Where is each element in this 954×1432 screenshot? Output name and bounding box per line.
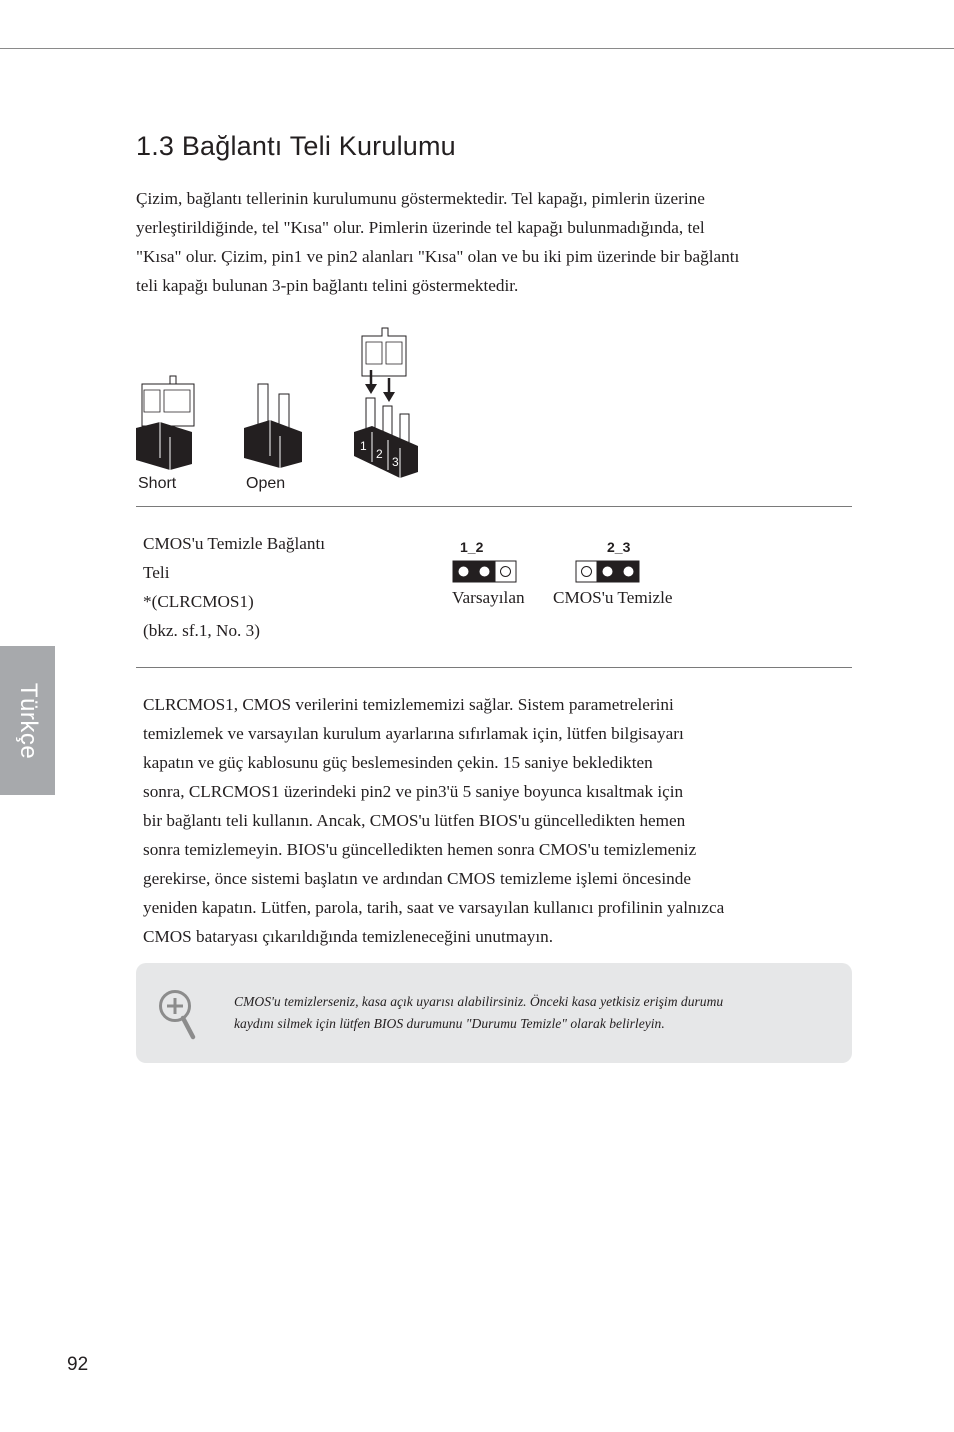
page-number: 92 [67, 1354, 89, 1375]
body-line: kapatın ve güç kablosunu güç beslemesinden çekin. 15 saniye bekledikten [143, 753, 653, 772]
body-line: gerekirse, önce sistemi başlatın ve ardından CMOS temizleme işlemi öncesinde [143, 869, 691, 888]
top-rule [0, 48, 954, 49]
section-title: 1.3 Bağlantı Teli Kurulumu [136, 131, 456, 161]
intro-line: teli kapağı bulunan 3-pin bağlantı telini göstermektedir. [136, 276, 519, 295]
default-pin-header-label: 1_2 [460, 539, 484, 555]
clear-pin-header-label: 2_3 [607, 539, 631, 555]
jumper-name-line: CMOS'u Temizle Bağlantı [143, 534, 326, 553]
intro-line: "Kısa" olur. Çizim, pin1 ve pin2 alanları "Kısa" olan ve bu iki pim üzerinde bir bağlantı [136, 247, 740, 266]
short-label: Short [138, 475, 177, 492]
open-label: Open [246, 475, 286, 492]
magnifier-plus-icon [156, 987, 196, 1041]
body-line: temizlemek ve varsayılan kurulum ayarlarına sıfırlamak için, lütfen bilgisayarı [143, 724, 684, 743]
default-caption: Varsayılan [452, 588, 525, 607]
body-line: bir bağlantı teli kullanın. Ancak, CMOS'u lütfen BIOS'u güncelledikten hemen [143, 811, 686, 830]
note-text [234, 991, 723, 1035]
table-top-rule [136, 506, 852, 507]
body-line: yeniden kapatın. Lütfen, parola, tarih, saat ve varsayılan kullanıcı profilinin yalnızca [143, 898, 725, 917]
clear-cmos-pin-diagram [575, 560, 641, 584]
clear-cmos-caption: CMOS'u Temizle [553, 588, 673, 607]
three-pin-jumper-illustration [354, 328, 418, 478]
body-line: sonra temizlemeyin. BIOS'u güncelledikten hemen sonra CMOS'u temizlemeniz [143, 840, 697, 859]
note-box [136, 963, 852, 1063]
note-line: CMOS'u temizlerseniz, kasa açık uyarısı alabilirsiniz. Önceki kasa yetkisiz erişim durumu [234, 994, 724, 1009]
open-jumper-illustration [244, 384, 302, 468]
intro-paragraph [136, 184, 826, 300]
note-line: kaydını silmek için lütfen BIOS durumunu "Durumu Temizle" olarak belirleyin. [234, 1016, 665, 1031]
default-pin-diagram [452, 560, 518, 584]
intro-line: Çizim, bağlantı tellerinin kurulumunu göstermektedir. Tel kapağı, pimlerin üzerine [136, 189, 705, 208]
pin-number-2: 2 [376, 447, 383, 461]
intro-line: yerleştirildiğinde, tel "Kısa" olur. Pimlerin üzerinde tel kapağı bulunmadığında, tel [136, 218, 705, 237]
side-tab-label: Türkçe [14, 682, 42, 759]
body-line: CMOS bataryası çıkarıldığında temizleneceğini unutmayın. [143, 927, 554, 946]
body-paragraph [143, 690, 833, 951]
jumper-name-line: Teli [143, 563, 170, 582]
language-side-tab [0, 646, 55, 795]
pin-number-3: 3 [392, 455, 399, 469]
jumper-name [143, 529, 325, 645]
table-bottom-rule [136, 667, 852, 668]
jumper-name-line: (bkz. sf.1, No. 3) [143, 621, 260, 640]
jumper-diagram [130, 322, 430, 502]
body-line: CLRCMOS1, CMOS verilerini temizlememizi sağlar. Sistem parametrelerini [143, 695, 674, 714]
jumper-name-line: *(CLRCMOS1) [143, 592, 254, 611]
pin-number-1: 1 [360, 439, 367, 453]
body-line: sonra, CLRCMOS1 üzerindeki pin2 ve pin3'ü 5 saniye boyunca kısaltmak için [143, 782, 684, 801]
short-jumper-illustration [136, 376, 194, 470]
